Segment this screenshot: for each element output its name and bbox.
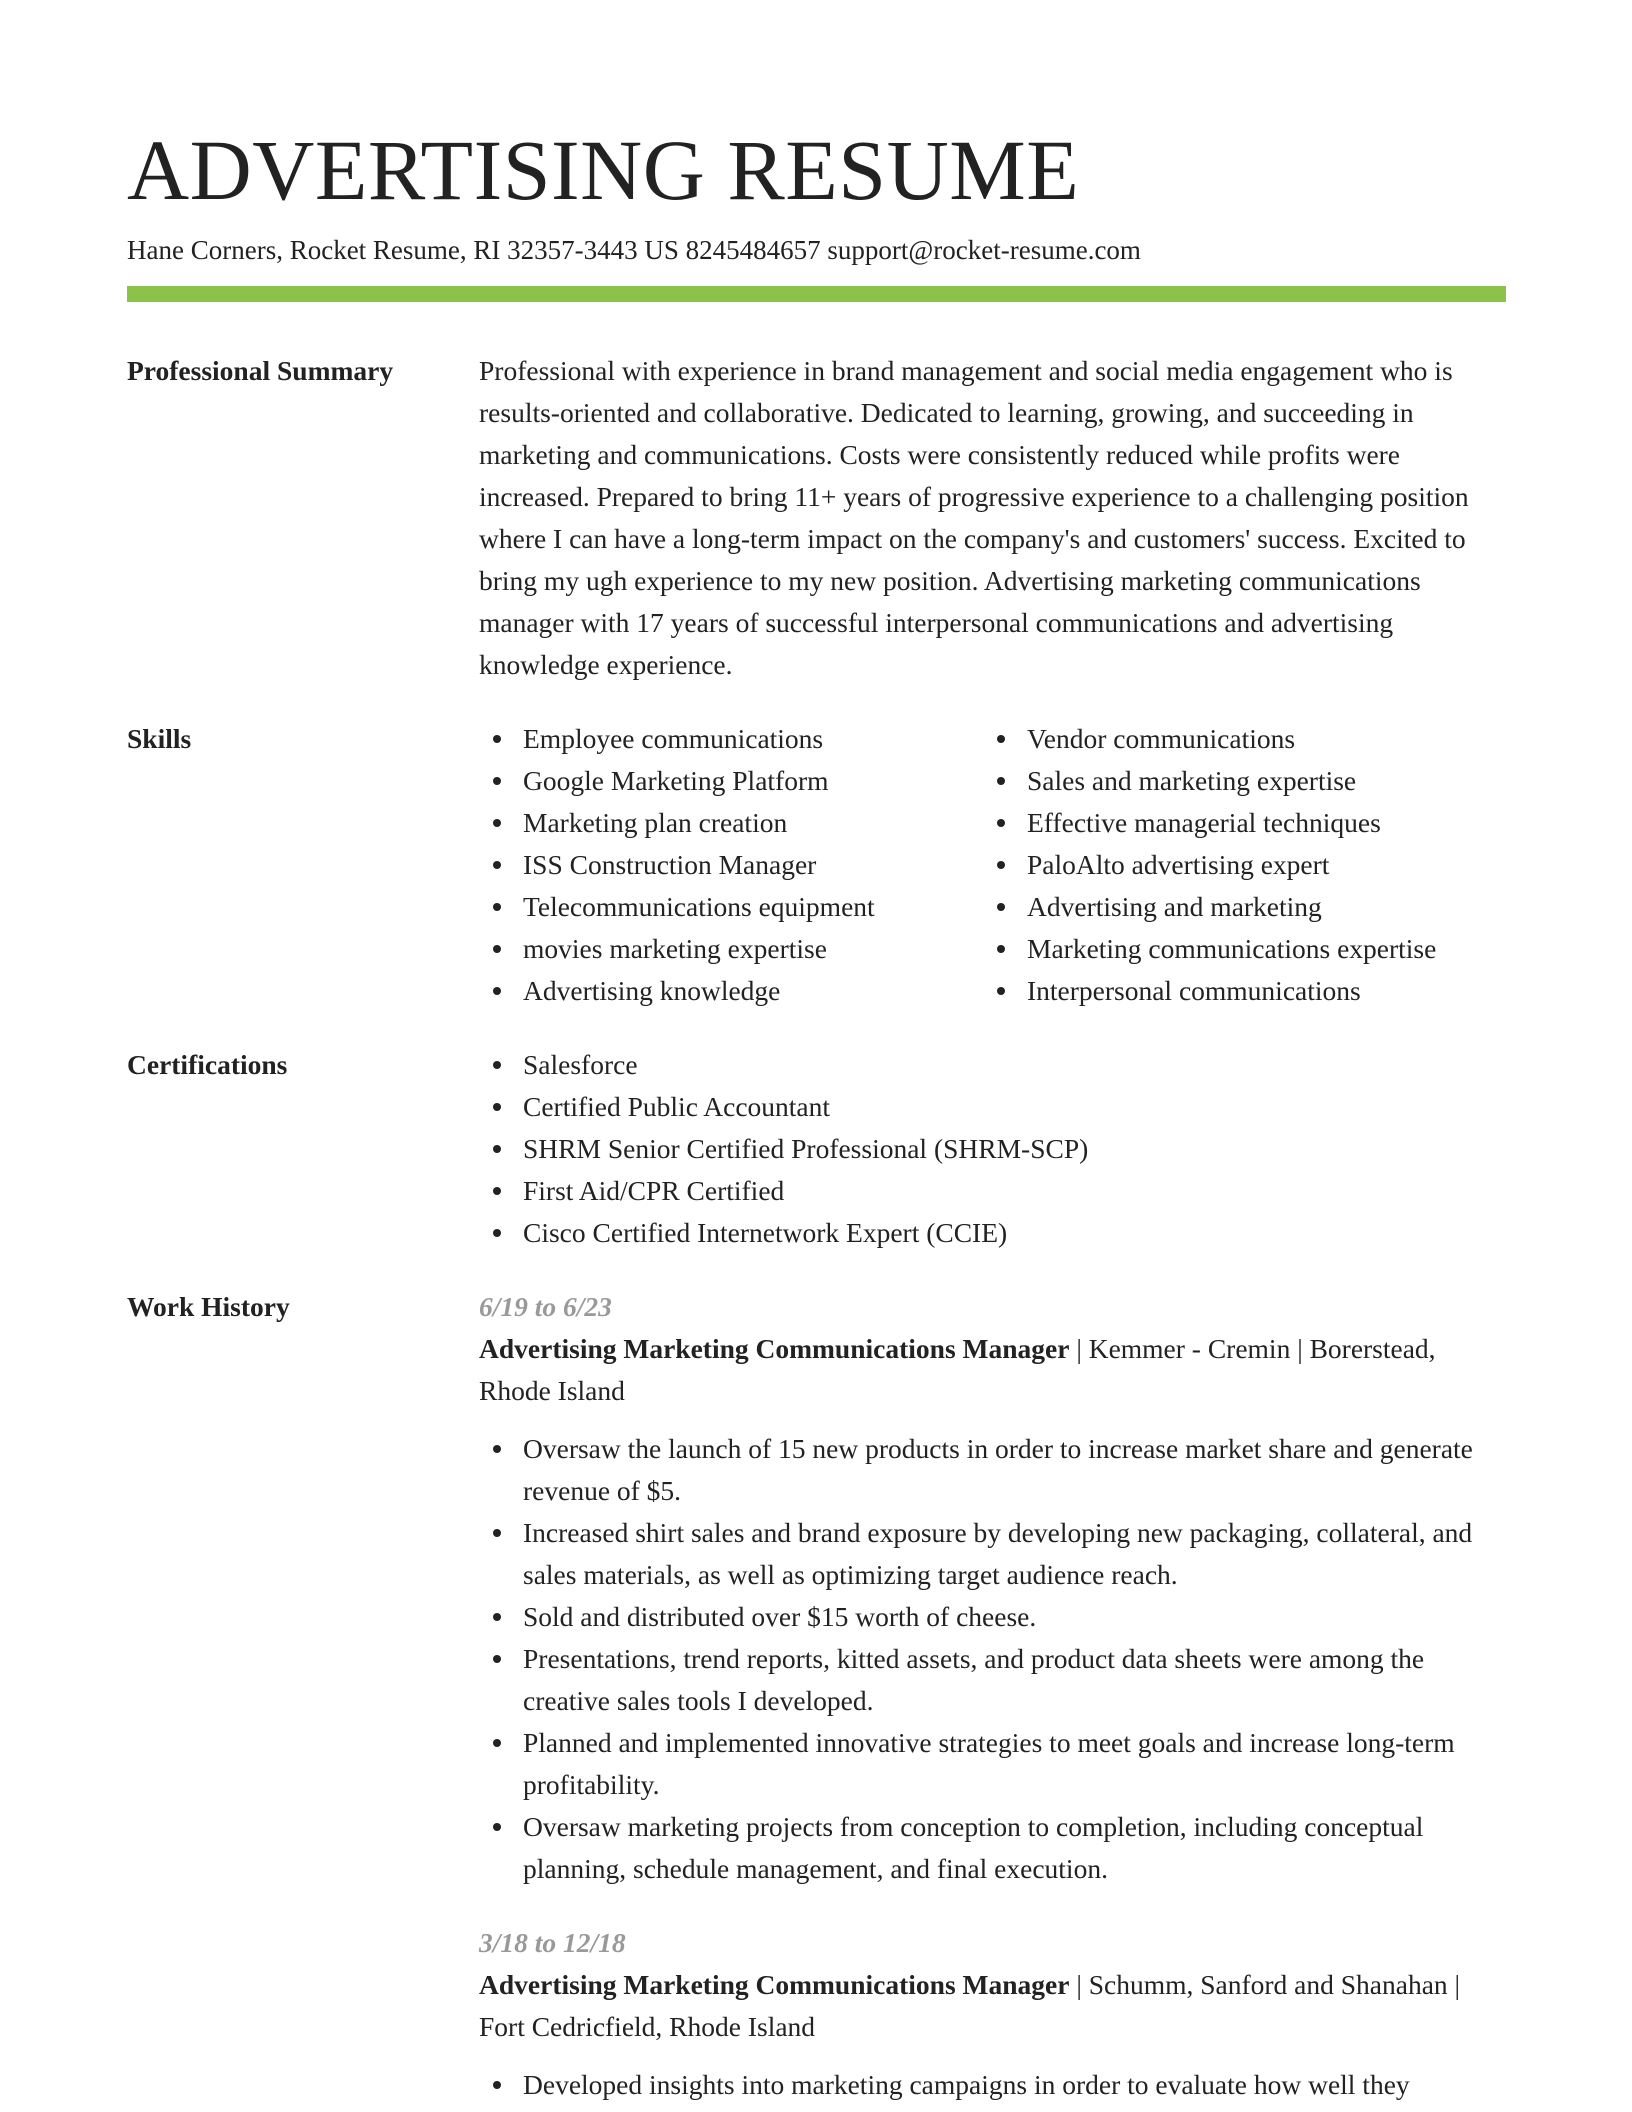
skills-list-right bbox=[983, 718, 1487, 1012]
header-accent-rule bbox=[127, 286, 1506, 302]
job-entry bbox=[479, 1922, 1506, 2106]
job-dates: 6/19 to 6/23 bbox=[479, 1291, 612, 1322]
skill-item: Sales and marketing expertise bbox=[983, 760, 1487, 802]
certification-item: SHRM Senior Certified Professional (SHRM-SCP) bbox=[479, 1128, 1506, 1170]
job-bullet: Sold and distributed over $15 worth of cheese. bbox=[479, 1596, 1506, 1638]
work-history-section bbox=[127, 1286, 1506, 2106]
contact-line: Hane Corners, Rocket Resume, RI 32357-3443 US 8245484657 support@rocket-resume.com bbox=[127, 235, 1141, 265]
skill-item: Google Marketing Platform bbox=[479, 760, 983, 802]
certifications-list bbox=[479, 1044, 1506, 1254]
skill-item: ISS Construction Manager bbox=[479, 844, 983, 886]
certification-item: Salesforce bbox=[479, 1044, 1506, 1086]
skills-section bbox=[127, 718, 1506, 1012]
job-bullet: Planned and implemented innovative strategies to meet goals and increase long-term profitability. bbox=[479, 1722, 1506, 1806]
skill-item: Effective managerial techniques bbox=[983, 802, 1487, 844]
job-bullet: Oversaw marketing projects from conception to completion, including conceptual planning, schedule management, and final execution. bbox=[479, 1806, 1506, 1890]
skill-item: Employee communications bbox=[479, 718, 983, 760]
summary-section bbox=[127, 350, 1506, 686]
job-bullet: Presentations, trend reports, kitted assets, and product data sheets were among the creative sales tools I developed. bbox=[479, 1638, 1506, 1722]
skills-list-left bbox=[479, 718, 983, 1012]
job-bullets bbox=[479, 1428, 1506, 1890]
section-heading-certifications: Certifications bbox=[127, 1049, 288, 1080]
job-bullet: Increased shirt sales and brand exposure by developing new packaging, collateral, and sales materials, as well as optimizing target audience reach. bbox=[479, 1512, 1506, 1596]
work-history-body bbox=[479, 1286, 1506, 2106]
certification-item: Certified Public Accountant bbox=[479, 1086, 1506, 1128]
job-bullets bbox=[479, 2064, 1506, 2106]
certification-item: Cisco Certified Internetwork Expert (CCIE) bbox=[479, 1212, 1506, 1254]
job-title: Advertising Marketing Communications Manager bbox=[479, 1333, 1070, 1364]
skills-body bbox=[479, 718, 1506, 1012]
resume-sections bbox=[127, 350, 1506, 2106]
job-entry bbox=[479, 1286, 1506, 1890]
section-heading-work-history: Work History bbox=[127, 1291, 290, 1322]
job-heading-line bbox=[479, 1328, 1506, 1412]
skill-item: Telecommunications equipment bbox=[479, 886, 983, 928]
job-dates: 3/18 to 12/18 bbox=[479, 1927, 626, 1958]
certifications-body bbox=[479, 1044, 1506, 1254]
skill-item: movies marketing expertise bbox=[479, 928, 983, 970]
summary-body bbox=[479, 350, 1506, 686]
job-company-location: | Schumm, Sanford and Shanahan | Fort Cedricfield, Rhode Island bbox=[479, 1969, 1461, 2042]
skill-item: PaloAlto advertising expert bbox=[983, 844, 1487, 886]
summary-text: Professional with experience in brand management and social media engagement who is results-oriented and collaborative. Dedicated to learning, growing, and succeeding in marketing and communications. Costs were consistently reduced while profits were increased. Prepared to bring 11+ years of progressive experience to a challenging position where I can have a long-term impact on the company's and customers' success. Excited to bring my ugh experience to my new position. Advertising marketing communications manager with 17 years of successful interpersonal communications and advertising knowledge experience. bbox=[479, 355, 1469, 680]
job-heading-line bbox=[479, 1964, 1506, 2048]
section-heading-skills: Skills bbox=[127, 723, 192, 754]
job-bullet: Oversaw the launch of 15 new products in order to increase market share and generate revenue of $5. bbox=[479, 1428, 1506, 1512]
skill-item: Advertising knowledge bbox=[479, 970, 983, 1012]
skill-item: Vendor communications bbox=[983, 718, 1487, 760]
skills-grid bbox=[479, 718, 1506, 1012]
job-bullet: Developed insights into marketing campaigns in order to evaluate how well they bbox=[479, 2064, 1506, 2106]
certifications-section bbox=[127, 1044, 1506, 1254]
resume-title: ADVERTISING RESUME bbox=[127, 122, 1080, 218]
skill-item: Interpersonal communications bbox=[983, 970, 1487, 1012]
certification-item: First Aid/CPR Certified bbox=[479, 1170, 1506, 1212]
skill-item: Marketing plan creation bbox=[479, 802, 983, 844]
skill-item: Advertising and marketing bbox=[983, 886, 1487, 928]
section-heading-summary: Professional Summary bbox=[127, 355, 394, 386]
job-company-location: | Kemmer - Cremin | Borerstead, Rhode Island bbox=[479, 1333, 1436, 1406]
skill-item: Marketing communications expertise bbox=[983, 928, 1487, 970]
job-title: Advertising Marketing Communications Manager bbox=[479, 1969, 1070, 2000]
